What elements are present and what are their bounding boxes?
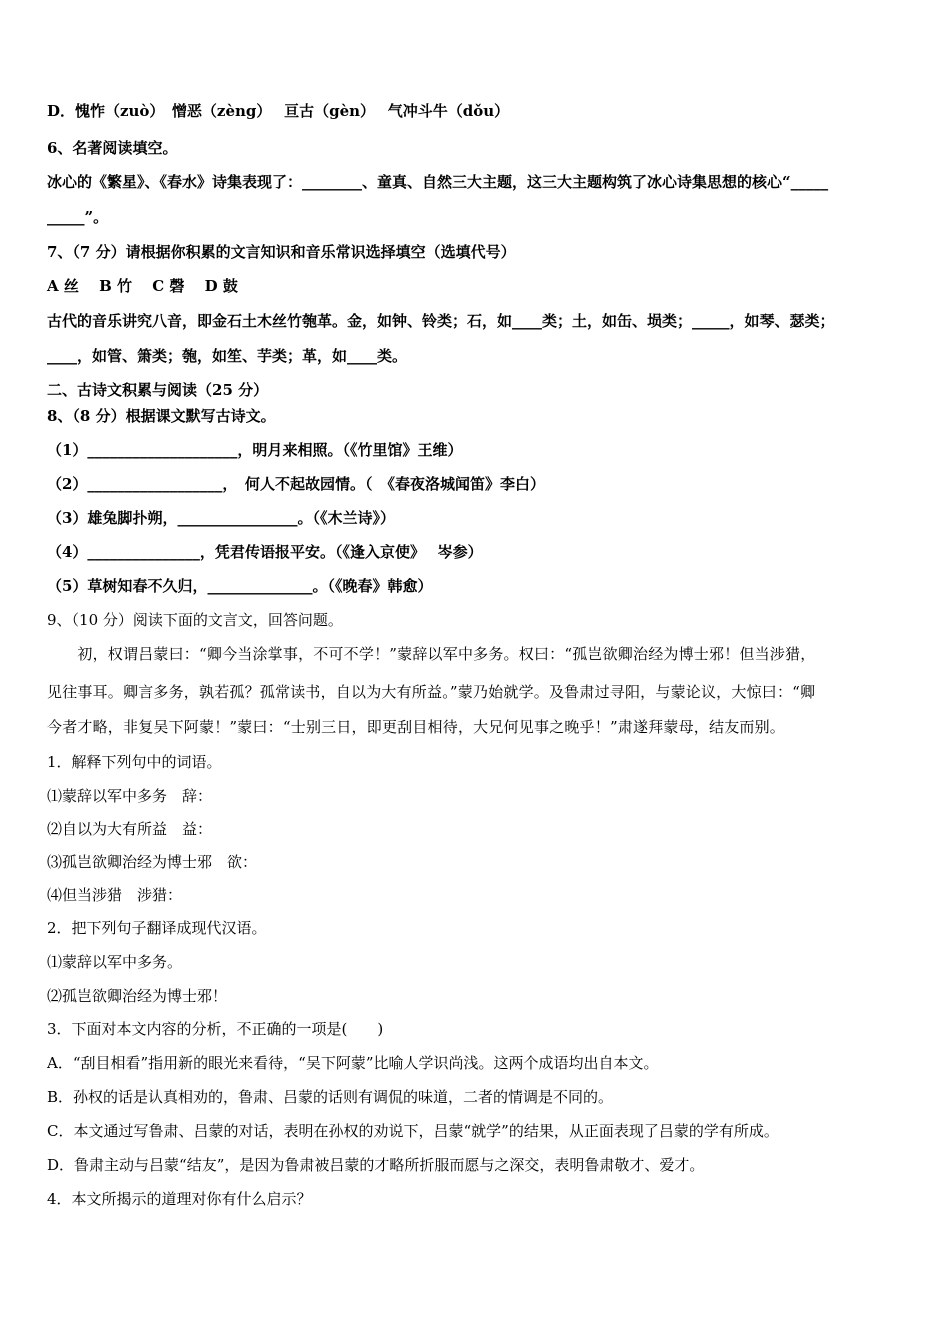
q9-sub4-title: 4．本文所揭示的道理对你有什么启示？ [47, 1190, 312, 1208]
q9-sub3-option-c: C．本文通过写鲁肃、吕蒙的对话，表明在孙权的劝说下，吕蒙“就学”的结果，从正面表现了吕蒙的学有所成。 [47, 1122, 779, 1140]
q9-sub2-title: 2．把下列句子翻译成现代汉语。 [47, 919, 267, 937]
q7-options: A 丝 B 竹 C 磬 D 鼓 [47, 277, 238, 295]
q9-sub2-item-2: ⑵孤岂欲卿治经为博士邪！ [47, 987, 228, 1005]
q6-text-line2: _____”。 [47, 208, 109, 226]
q8-item-5: （5）草树知春不久归，______________。（《晚春》韩愈） [47, 577, 433, 595]
q8-item-3: （3）雄兔脚扑朔，________________。（《木兰诗》） [47, 509, 395, 527]
q8-item-1: （1）____________________，明月来相照。（《竹里馆》王维） [47, 441, 463, 459]
q6-title: 6、名著阅读填空。 [47, 139, 178, 157]
q9-sub3-title: 3．下面对本文内容的分析，不正确的一项是( ) [47, 1020, 384, 1038]
q9-sub3-option-b: B．孙权的话是认真相劝的，鲁肃、吕蒙的话则有调侃的味道，二者的情调是不同的。 [47, 1088, 614, 1106]
q9-sub1-item-3: ⑶孤岂欲卿治经为博士邪 欲： [47, 853, 258, 871]
q9-sub1-item-2: ⑵自以为大有所益 益： [47, 820, 213, 838]
section-2-title: 二、古诗文积累与阅读（25 分） [47, 381, 269, 399]
q9-title: 9、（10 分）阅读下面的文言文，回答问题。 [47, 611, 343, 629]
q9-sub1-title: 1．解释下列句中的词语。 [47, 753, 222, 771]
q7-text-line1: 古代的音乐讲究八音，即金石土木丝竹匏革。金，如钟、铃类；石，如____类；土，如缶、埙类；_____，如琴、瑟类； [47, 312, 835, 330]
q8-title: 8、（8 分）根据课文默写古诗文。 [47, 407, 276, 425]
q9-sub1-item-1: ⑴蒙辞以军中多务 辞： [47, 787, 213, 805]
q7-title: 7、（7 分）请根据你积累的文言知识和音乐常识选择填空（选填代号） [47, 243, 516, 261]
q9-passage-line2: 见往事耳。卿言多务，孰若孤？孤常读书，自以为大有所益。”蒙乃始就学。及鲁肃过寻阳，与蒙论议，大惊曰：“卿 [47, 683, 816, 701]
q9-sub2-item-1: ⑴蒙辞以军中多务。 [47, 953, 183, 971]
q8-item-4: （4）_______________，凭君传语报平安。（《逢入京使》 岑参） [47, 543, 483, 561]
q9-passage-line1: 初，权谓吕蒙曰：“卿今当涂掌事，不可不学！”蒙辞以军中多务。权曰：“孤岂欲卿治经为博士邪！但当涉猎， [47, 645, 816, 663]
q7-text-line2: ____，如管、箫类；匏，如笙、芋类；革，如____类。 [47, 347, 408, 365]
q9-sub3-option-d: D．鲁肃主动与吕蒙“结友”，是因为鲁肃被吕蒙的才略所折服而愿与之深交，表明鲁肃敬才、爱才。 [47, 1156, 705, 1174]
q9-sub1-item-4: ⑷但当涉猎 涉猎： [47, 886, 183, 904]
q5-option-d: D．愧怍（zuò） 憎恶（zèng） 亘古（gèn） 气冲斗牛（dǒu） [47, 102, 510, 120]
q9-passage-line3: 今者才略，非复吴下阿蒙！”蒙曰：“士别三日，即更刮目相待，大兄何见事之晚乎！”肃遂拜蒙母，结友而别。 [47, 718, 786, 736]
q8-item-2: （2）__________________， 何人不起故园情。（ 《春夜洛城闻笛》李白） [47, 475, 545, 493]
q6-text-line1: 冰心的《繁星》、《春水》诗集表现了：________、童真、自然三大主题，这三大主题构筑了冰心诗集思想的核心“_____ [47, 173, 829, 191]
q9-sub3-option-a: A．“刮目相看”指用新的眼光来看待，“吴下阿蒙”比喻人学识尚浅。这两个成语均出自本文。 [47, 1054, 659, 1072]
